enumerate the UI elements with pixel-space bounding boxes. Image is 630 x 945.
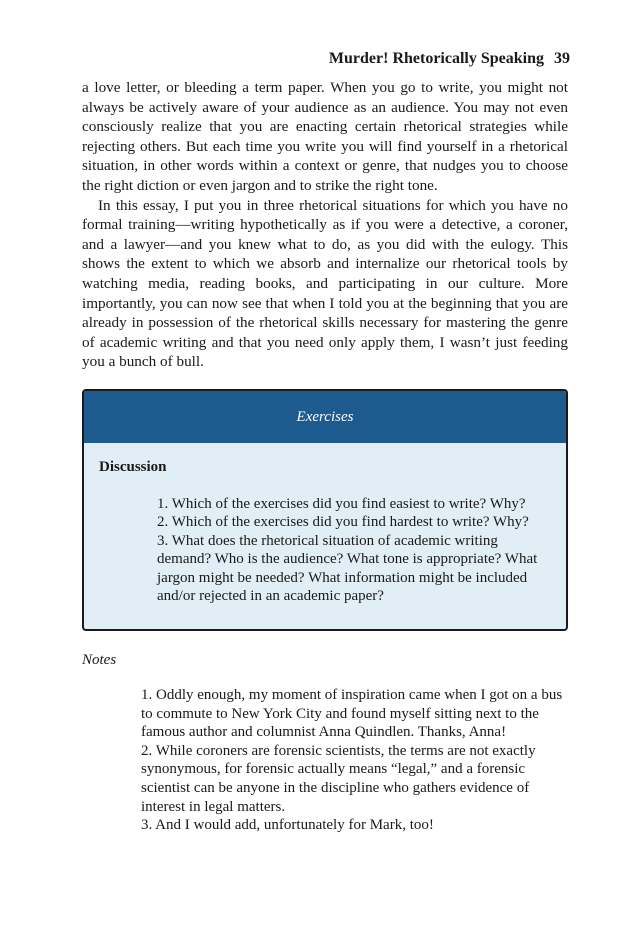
exercises-box	[82, 389, 568, 631]
body-paragraph: In this essay, I put you in three rhetorical situations for which you have no formal training—writing hypothetically as if you were a detective, a coroner, and a lawyer—and you knew what to do, as you did with the eulogy. This shows the extent to which we absorb and internalize our rhetorical tools by watching media, reading books, and participating in our culture. More importantly, you can now see that when I told you at the beginning that you are already in possession of the rhetorical skills necessary for mastering the genre of academic writing and that you need only apply them, I wasn’t just feeding you a bunch of bull.	[82, 196, 568, 371]
body-text	[82, 78, 568, 372]
notes-list	[141, 686, 566, 835]
note-item: 1. Oddly enough, my moment of inspiration came when I got on a bus to commute to New York City and found myself sitting next to the famous author and columnist Anna Quindlen. Thanks, Anna!	[141, 687, 563, 741]
notes-heading: Notes	[82, 652, 117, 668]
running-head	[82, 50, 570, 68]
discussion-heading: Discussion	[99, 459, 167, 475]
discussion-item: 3. What does the rhetorical situation of academic writing demand? Who is the audience? What tone is appropriate? What jargon might be needed? What information might be included and/or rejected in an academic paper?	[157, 532, 538, 605]
note-item: 3. And I would add, unfortunately for Mark, too!	[141, 817, 434, 834]
exercises-header	[84, 391, 566, 443]
exercises-title: Exercises	[296, 408, 354, 425]
discussion-list	[157, 495, 552, 605]
discussion-item: 2. Which of the exercises did you find hardest to write? Why?	[157, 514, 529, 531]
body-paragraph: a love letter, or bleeding a term paper. When you go to write, you might not always be actively aware of your audience as an audience. You may not even consciously realize that you are enacting certain rhetorical strategies while rejecting others. But each time you write you will find yourself in a rhetorical situation, in other words within a context or genre, that nudges you to choose the right diction or even jargon and to strike the right tone.	[82, 79, 568, 194]
note-item: 2. While coroners are forensic scientists, the terms are not exactly synonymous, for forensic actually means “legal,” and a forensic scientist can be anyone in the discipline who gathers evidence of interest in legal matters.	[141, 742, 536, 815]
discussion-item: 1. Which of the exercises did you find easiest to write? Why?	[157, 496, 526, 512]
running-head-title: Murder! Rhetorically Speaking	[328, 50, 544, 67]
page-number: 39	[554, 50, 570, 67]
